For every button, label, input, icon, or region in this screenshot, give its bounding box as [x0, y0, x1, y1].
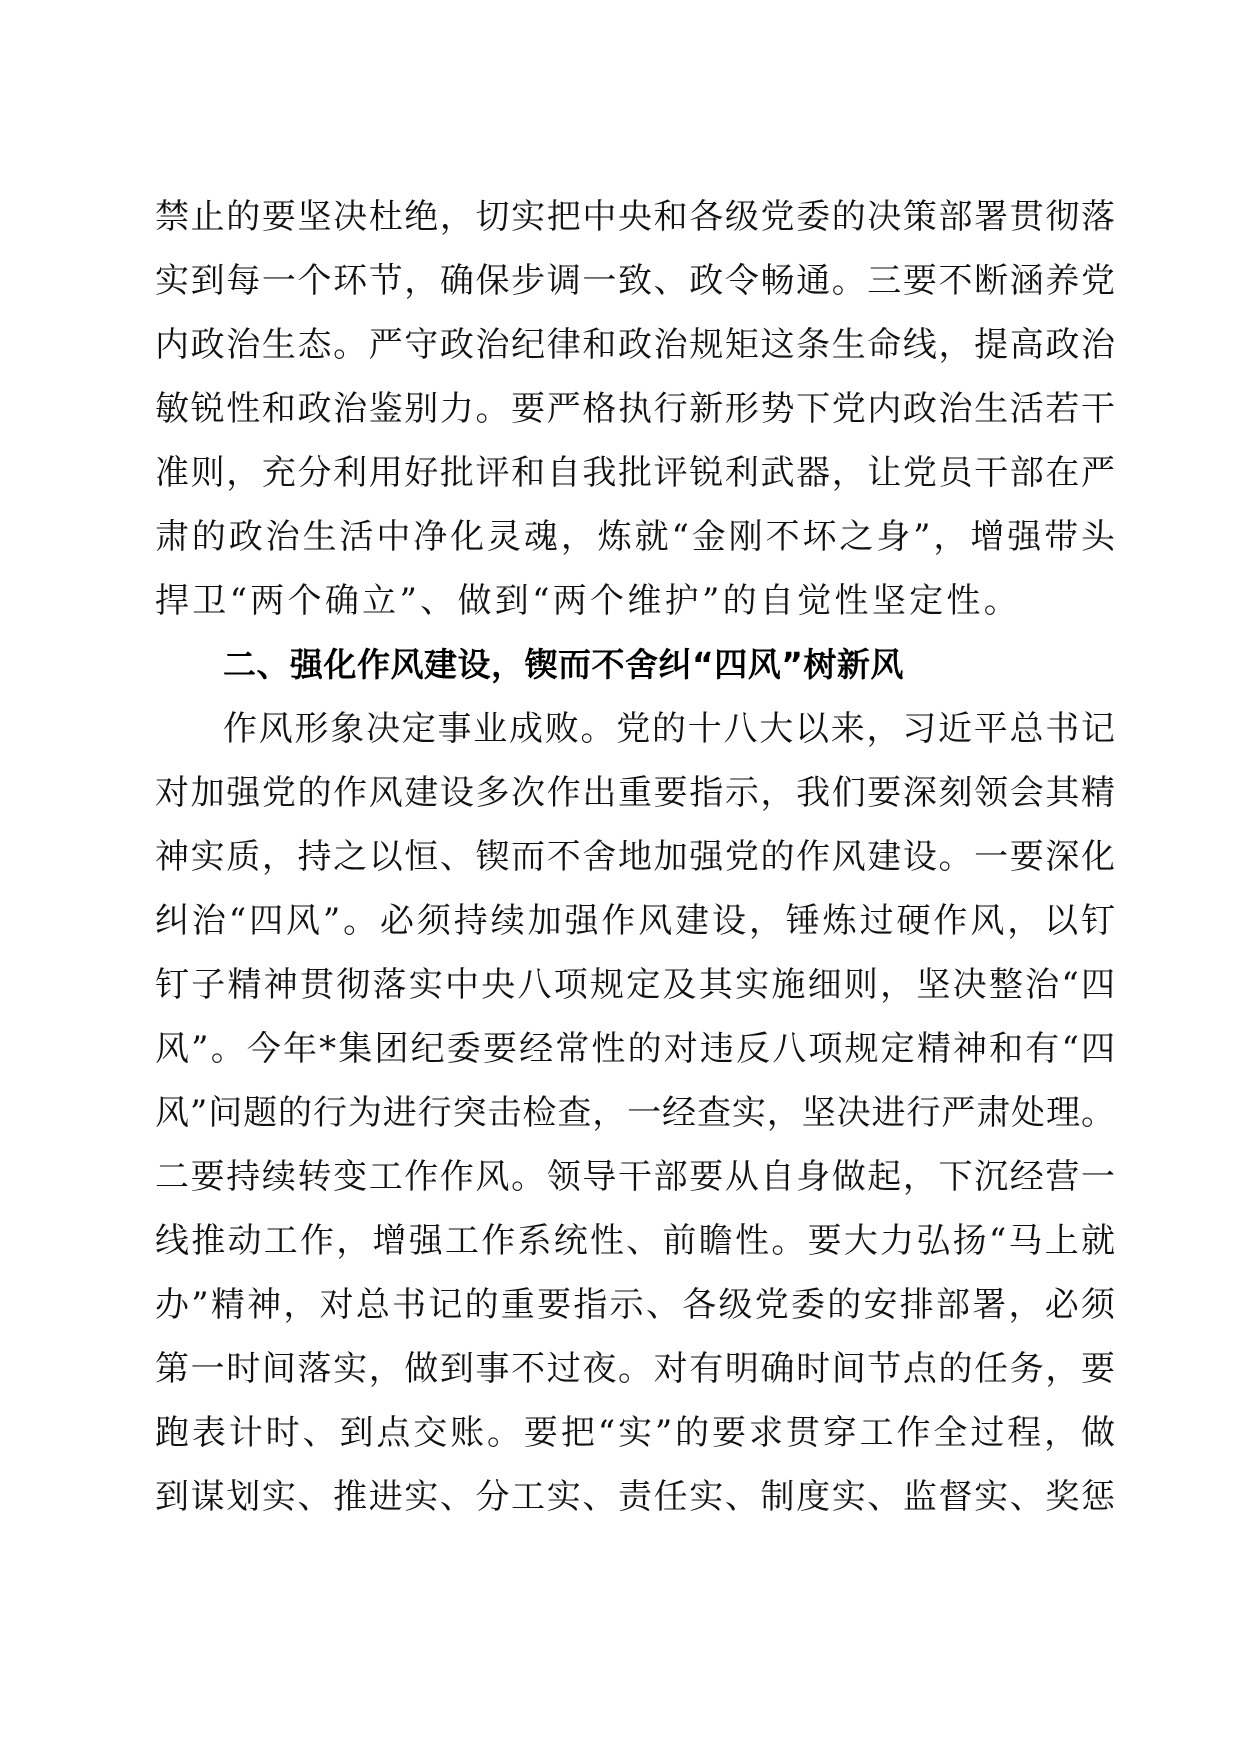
text-line: 纠治“四风”。必须持续加强作风建设，锤炼过硬作风，以钉	[155, 901, 1115, 941]
text-line: 敏锐性和政治鉴别力。要严格执行新形势下党内政治生活若干	[155, 389, 1115, 429]
text-line: 二要持续转变工作作风。领导干部要从自身做起，下沉经营一	[155, 1157, 1115, 1197]
document-body	[155, 185, 1115, 1529]
text-line: 神实质，持之以恒、锲而不舍地加强党的作风建设。一要深化	[155, 837, 1115, 877]
text-line: 到谋划实、推进实、分工实、责任实、制度实、监督实、奖惩	[155, 1477, 1115, 1517]
text-line: 捍卫“两个确立”、做到“两个维护”的自觉性坚定性。	[155, 581, 1022, 621]
text-line: 办”精神，对总书记的重要指示、各级党委的安排部署，必须	[155, 1285, 1115, 1325]
text-line: 肃的政治生活中净化灵魂，炼就“金刚不坏之身”，增强带头	[155, 517, 1115, 557]
paragraph-section-2	[155, 697, 1115, 1529]
text-line: 对加强党的作风建设多次作出重要指示，我们要深刻领会其精	[155, 773, 1115, 813]
paragraph-continuation	[155, 185, 1115, 633]
text-line: 准则，充分利用好批评和自我批评锐利武器，让党员干部在严	[155, 453, 1115, 493]
text-line: 风”问题的行为进行突击检查，一经查实，坚决进行严肃处理。	[155, 1093, 1115, 1133]
text-line: 线推动工作，增强工作系统性、前瞻性。要大力弘扬“马上就	[155, 1221, 1115, 1261]
text-line: 禁止的要坚决杜绝，切实把中央和各级党委的决策部署贯彻落	[155, 197, 1115, 237]
text-line: 跑表计时、到点交账。要把“实”的要求贯穿工作全过程，做	[155, 1413, 1115, 1453]
text-line: 钉子精神贯彻落实中央八项规定及其实施细则，坚决整治“四	[155, 965, 1115, 1005]
text-line: 第一时间落实，做到事不过夜。对有明确时间节点的任务，要	[155, 1349, 1115, 1389]
text-line: 实到每一个环节，确保步调一致、政令畅通。三要不断涵养党	[155, 261, 1115, 301]
text-line: 作风形象决定事业成败。党的十八大以来，习近平总书记	[223, 709, 1115, 749]
text-line: 内政治生态。严守政治纪律和政治规矩这条生命线，提高政治	[155, 325, 1115, 365]
section-heading: 二、强化作风建设，锲而不舍纠“四风”树新风	[223, 645, 904, 684]
text-line: 风”。今年*集团纪委要经常性的对违反八项规定精神和有“四	[155, 1029, 1115, 1069]
